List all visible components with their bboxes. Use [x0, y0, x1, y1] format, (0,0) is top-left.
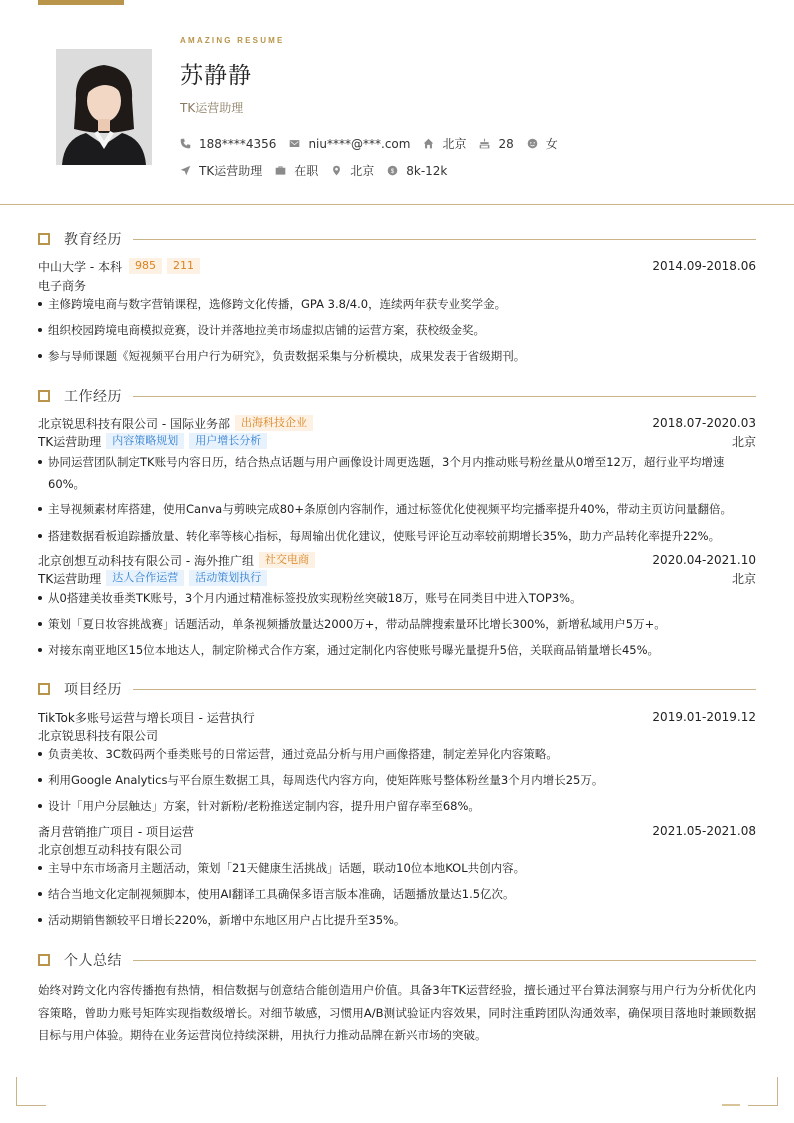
- gender-text: 女: [545, 137, 558, 151]
- role-name: TK运营助理: [38, 571, 102, 586]
- work-role-line: [38, 570, 756, 586]
- email-item: [289, 137, 410, 151]
- work-bullet: 搭建数据看板追踪播放量、转化率等核心指标，每周输出优化建议，使账号评论互动率较前期增长35%，助力产品转化率提升22%。: [38, 525, 756, 547]
- work-period: 2018.07-2020.03: [652, 416, 756, 430]
- city-item: [331, 162, 374, 179]
- salary-icon: [387, 165, 398, 176]
- work-header: [38, 415, 756, 431]
- role-name: TK运营助理: [38, 434, 102, 449]
- gender-icon: [527, 138, 538, 149]
- home-icon: [423, 138, 434, 149]
- role-tag: 达人合作运营: [106, 570, 184, 586]
- project-company: 北京锐思科技有限公司: [38, 729, 159, 743]
- salary-item: [387, 164, 447, 178]
- work-bullet: 主导视频素材库搭建，使用Canva与剪映完成80+条原创内容制作，通过标签优化使视频平均完播率提升40%，带动主页访问量翻倍。: [38, 498, 756, 520]
- home-item: [423, 135, 466, 152]
- section-divider: [133, 960, 756, 961]
- work-city: 北京: [731, 434, 756, 449]
- section-title: 项目经历: [64, 682, 122, 698]
- section-marker-icon: [38, 390, 50, 402]
- header: [180, 36, 285, 116]
- company-tag: 社交电商: [259, 552, 315, 568]
- resume-tagline: AMAZING RESUME: [180, 36, 285, 45]
- age-text: 28: [498, 136, 514, 151]
- intent-text: TK运营助理: [199, 164, 263, 178]
- phone-icon: [180, 138, 191, 149]
- project-period: 2021.05-2021.08: [652, 824, 756, 838]
- work-header: [38, 552, 756, 568]
- education-header: [38, 258, 756, 274]
- section-marker-icon: [38, 954, 50, 966]
- project-title: TikTok多账号运营与增长项目 - 运营执行: [38, 710, 255, 725]
- cake-icon: [479, 138, 490, 149]
- company-tag: 出海科技企业: [235, 415, 313, 431]
- school-tag: 985: [129, 258, 162, 274]
- education-bullet: 主修跨境电商与数字营销课程，选修跨文化传播，GPA 3.8/4.0，连续两年获专业奖学金。: [38, 293, 756, 315]
- work-bullet: 从0搭建美妆垂类TK账号，3个月内通过精准标签投放实现粉丝突破18万，账号在同类目中进入TOP3%。: [38, 587, 756, 609]
- summary-text: 始终对跨文化内容传播抱有热情，相信数据与创意结合能创造用户价值。具备3年TK运营经验，擅长通过平台算法洞察与用户行为分析优化内容策略，曾助力账号矩阵实现指数级增长。对细节敏感，习惯用A/B测试验证内容效果，同时注重跨团队沟通效率，确保项目落地时兼顾数据目标与用户体验。期待在业务运营岗位持续深耕，用执行力推动品牌在新兴市场的突破。: [38, 983, 756, 1042]
- project-bullet: 结合当地文化定制视频脚本，使用AI翻译工具确保多语言版本准确，话题播放量达1.5亿次。: [38, 883, 756, 905]
- project-bullet: 主导中东市场斋月主题活动，策划「21天健康生活挑战」话题，联动10位本地KOL共创内容。: [38, 857, 756, 879]
- section-marker-icon: [38, 233, 50, 245]
- job-intent-row: [180, 162, 460, 179]
- phone-text: 188****4356: [199, 136, 277, 151]
- send-icon: [180, 165, 191, 176]
- home-text: 北京: [442, 137, 467, 151]
- section-title: 教育经历: [64, 232, 122, 248]
- email-icon: [289, 138, 300, 149]
- city-text: 北京: [350, 164, 375, 178]
- company-name: 北京锐思科技有限公司 - 国际业务部: [38, 416, 230, 431]
- svg-text:$: $: [391, 167, 395, 175]
- age-item: [479, 137, 513, 151]
- project-bullet: 负责美妆、3C数码两个垂类账号的日常运营，通过竞品分析与用户画像搭建，制定差异化内容策略。: [38, 743, 756, 765]
- company-name: 北京创想互动科技有限公司 - 海外推广组: [38, 553, 254, 568]
- school-name: 中山大学 - 本科: [38, 259, 122, 274]
- status-item: [275, 162, 318, 179]
- corner-decoration: [16, 1077, 46, 1106]
- status-text: 在职: [294, 164, 319, 178]
- section-divider: [133, 689, 756, 690]
- intent-item: [180, 162, 262, 179]
- section-title: 工作经历: [64, 389, 122, 405]
- section-divider: [133, 396, 756, 397]
- work-city: 北京: [731, 571, 756, 586]
- corner-decoration: [748, 1077, 778, 1106]
- profile-photo: [56, 49, 152, 165]
- section-title: 个人总结: [64, 953, 122, 969]
- section-projects: [38, 681, 756, 697]
- job-title: TK运营助理: [180, 101, 244, 115]
- salary-text: 8k-12k: [406, 163, 448, 178]
- gender-item: [527, 135, 558, 152]
- role-tag: 活动策划执行: [189, 570, 267, 586]
- briefcase-icon: [275, 165, 286, 176]
- project-title: 斋月营销推广项目 - 项目运营: [38, 824, 194, 839]
- work-bullet: 对接东南亚地区15位本地达人，制定阶梯式合作方案，通过定制化内容使账号曝光量提升5倍，关联商品销量增长45%。: [38, 639, 756, 661]
- work-period: 2020.04-2021.10: [652, 553, 756, 567]
- role-tag: 用户增长分析: [189, 433, 267, 449]
- section-marker-icon: [38, 683, 50, 695]
- project-period: 2019.01-2019.12: [652, 710, 756, 724]
- work-bullet: 协同运营团队制定TK账号内容日历，结合热点话题与用户画像设计周更选题，3个月内推动账号粉丝量从0增至12万，超行业平均增速: [38, 451, 756, 473]
- project-bullet: 利用Google Analytics与平台原生数据工具，每周迭代内容方向，使矩阵账号整体粉丝量3个月内增长25万。: [38, 769, 756, 791]
- header-divider: [0, 204, 794, 205]
- education-bullet: 组织校园跨境电商模拟竞赛，设计并落地拉美市场虚拟店铺的运营方案，获校级金奖。: [38, 319, 756, 341]
- work-bullet-continued: 60%。: [48, 477, 86, 491]
- section-summary: [38, 952, 756, 968]
- project-bullet: 活动期销售额较平日增长220%，新增中东地区用户占比提升至35%。: [38, 909, 756, 931]
- section-divider: [133, 239, 756, 240]
- section-work: [38, 388, 756, 404]
- work-bullet: 策划「夏日妆容挑战赛」话题活动，单条视频播放量达2000万+，带动品牌搜索量环比增长300%，新增私域用户5万+。: [38, 613, 756, 635]
- role-tag: 内容策略规划: [106, 433, 184, 449]
- project-bullet: 设计「用户分层触达」方案，针对新粉/老粉推送定制内容，提升用户留存率至68%。: [38, 795, 756, 817]
- section-education: [38, 231, 756, 247]
- bottom-decoration: [722, 1104, 740, 1106]
- project-header: [38, 709, 756, 725]
- candidate-name: 苏静静: [180, 63, 252, 89]
- email-text: niu****@***.com: [308, 136, 411, 151]
- top-accent-bar: [38, 0, 124, 5]
- education-major: 电子商务: [38, 279, 87, 293]
- school-tag: 211: [167, 258, 200, 274]
- project-header: [38, 823, 756, 839]
- work-role-line: [38, 433, 756, 449]
- project-company: 北京创想互动科技有限公司: [38, 843, 183, 857]
- education-period: 2014.09-2018.06: [652, 259, 756, 273]
- education-bullet: 参与导师课题《短视频平台用户行为研究》，负责数据采集与分析模块，成果发表于省级期刊。: [38, 345, 756, 367]
- location-icon: [331, 165, 342, 176]
- phone-item: [180, 137, 276, 151]
- contact-row: [180, 135, 571, 152]
